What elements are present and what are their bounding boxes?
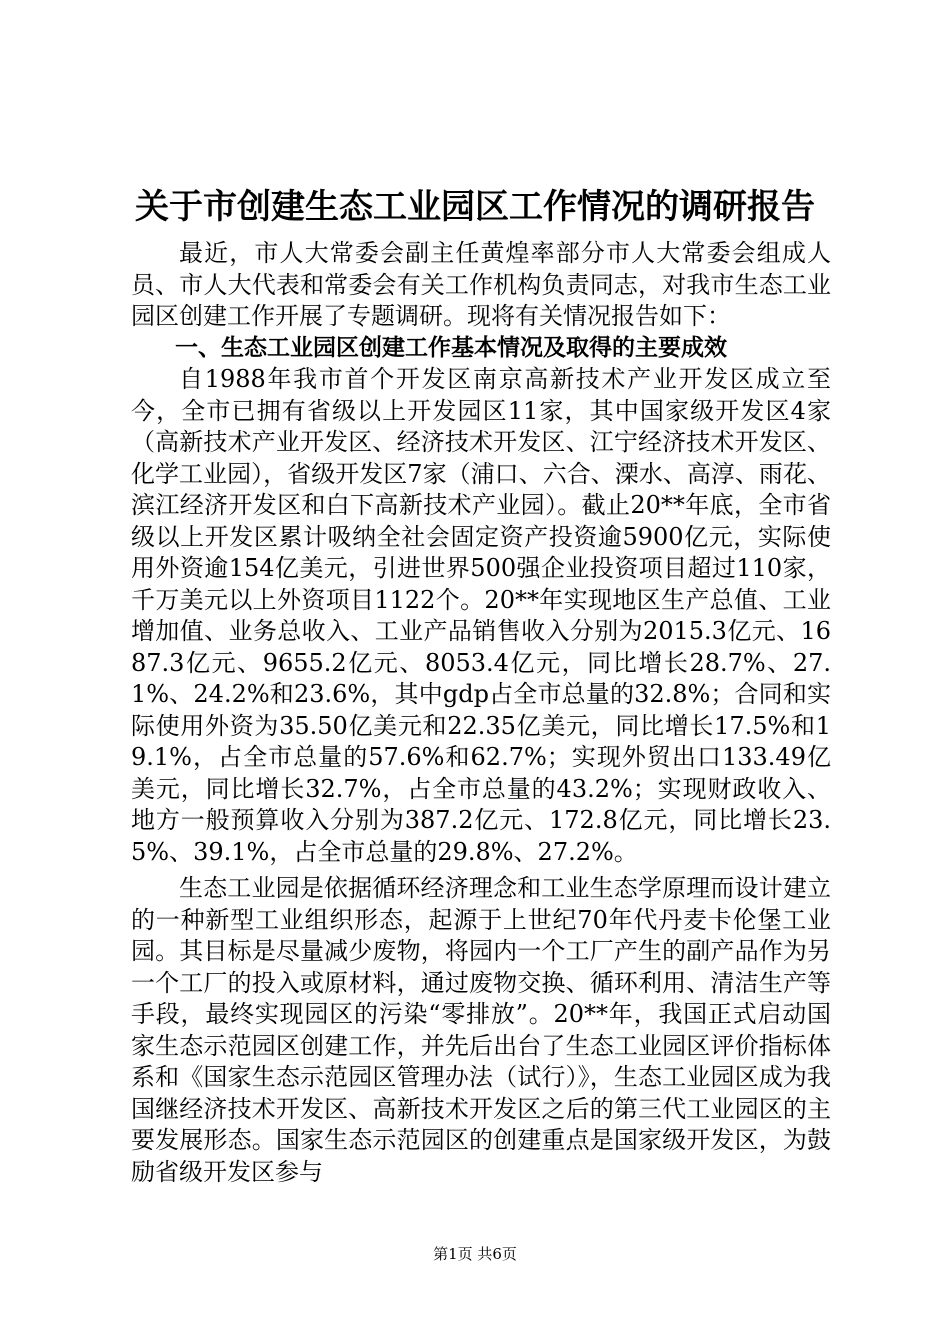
page-footer: 第1页 共6页 (433, 1245, 517, 1263)
document-body (131, 238, 831, 1188)
body-paragraph: 自1988年我市首个开发区南京高新技术产业开发区成立至今，全市已拥有省级以上开发园区11家，其中国家级开发区4家（高新技术产业开发区、经济技术开发区、江宁经济技术开发区、化学工业园），省级开发区7家（浦口、六合、溧水、高淳、雨花、滨江经济开发区和白下高新技术产业园）。截止20**年底，全市省级以上开发区累计吸纳全社会固定资产投资逾5900亿元，实际使用外资逾154亿美元，引进世界500强企业投资项目超过110家，千万美元以上外资项目1122个。20**年实现地区生产总值、工业增加值、业务总收入、工业产品销售收入分别为2015.3亿元、1687.3亿元、9655.2亿元、8053.4亿元，同比增长28.7%、27.1%、24.2%和23.6%，其中gdp占全市总量的32.8%；合同和实际使用外资为35.50亿美元和22.35亿美元，同比增长17.5%和19.1%，占全市总量的57.6%和62.7%；实现外贸出口133.49亿美元，同比增长32.7%，占全市总量的43.2%；实现财政收入、地方一般预算收入分别为387.2亿元、172.8亿元，同比增长23.5%、39.1%，占全市总量的29.8%、27.2%。 (131, 365, 831, 866)
body-paragraph: 生态工业园是依据循环经济理念和工业生态学原理而设计建立的一种新型工业组织形态，起源于上世纪70年代丹麦卡伦堡工业园。其目标是尽量减少废物，将园内一个工厂产生的副产品作为另一个工厂的投入或原材料，通过废物交换、循环利用、清洁生产等手段，最终实现园区的污染“零排放”。20**年，我国正式启动国家生态示范园区创建工作，并先后出台了生态工业园区评价指标体系和《国家生态示范园区管理办法（试行）》，生态工业园区成为我国继经济技术开发区、高新技术开发区之后的第三代工业园区的主要发展形态。国家生态示范园区的创建重点是国家级开发区，为鼓励省级开发区参与 (131, 874, 831, 1186)
section-heading: 一、生态工业园区创建工作基本情况及取得的主要成效 (175, 334, 727, 361)
intro-paragraph: 最近，市人大常委会副主任黄煌率部分市人大常委会组成人员、市人大代表和常委会有关工作机构负责同志，对我市生态工业园区创建工作开展了专题调研。现将有关情况报告如下： (131, 239, 831, 330)
document-title: 关于市创建生态工业园区工作情况的调研报告 (135, 187, 815, 227)
